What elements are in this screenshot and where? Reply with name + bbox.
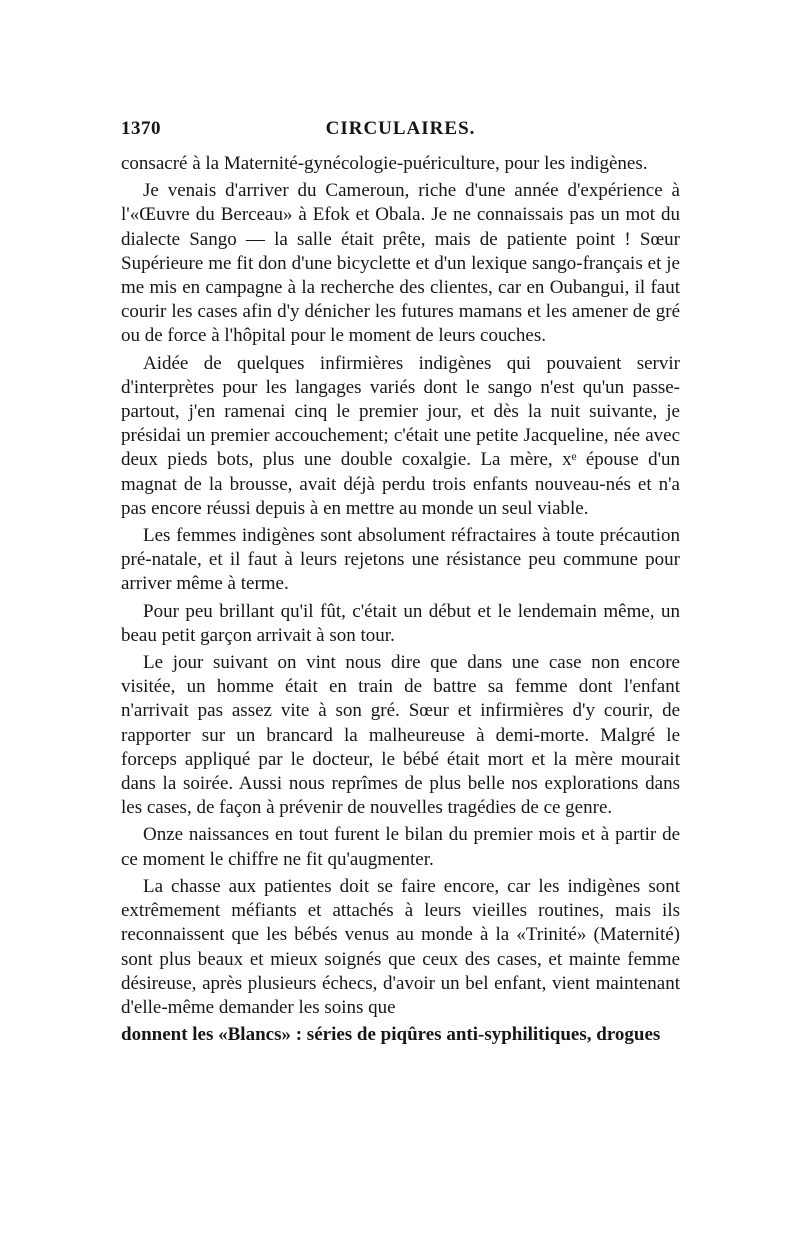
- paragraph-continuation: consacré à la Maternité-gynécologie-puériculture, pour les indigènes.: [121, 153, 648, 174]
- paragraph: Aidée de quelques infirmières indigènes qui pouvaient servir d'interprètes pour les langages variés dont le sango n'est qu'un passe-partout, j'en ramenai cinq le premier jour, et dès la nuit suivante, je présidai un premier accouchement; c'était une petite Jacqueline, née avec deux pieds bots, plus une double coxalgie. La mère, xᵉ épouse d'un magnat de la brousse, avait déjà perdu trois enfants nouveau-nés et n'a pas encore réussi depuis à en mettre au monde un seul viable.: [121, 352, 680, 519]
- page-header: [121, 116, 680, 146]
- paragraph: La chasse aux patientes doit se faire encore, car les indigènes sont extrêmement méfiants et attachés à leurs vieilles routines, mais ils reconnaissent que les bébés venus au monde à la «Trinité» (Maternité) sont plus beaux et mieux soignés que ceux des cases, et mainte femme désireuse, après plusieurs échecs, d'avoir un bel enfant, vient maintenant d'elle-même demander les soins que: [121, 875, 680, 1018]
- book-page: [121, 116, 680, 1050]
- page-number: 1370: [121, 118, 161, 139]
- paragraph-final-line: donnent les «Blancs» : séries de piqûres anti-syphilitiques, drogues: [121, 1024, 661, 1046]
- paragraph: Le jour suivant on vint nous dire que dans une case non encore visitée, un homme était en train de battre sa femme dont l'enfant n'arrivait pas assez vite à son gré. Sœur et infirmières d'y courir, de rapporter sur un brancard la malheureuse à demi-morte. Malgré le forceps appliqué par le docteur, le bébé était mort et la mère mourait dans la soirée. Aussi nous reprîmes de plus belle nos explorations dans les cases, de façon à prévenir de nouvelles tragédies de ce genre.: [121, 652, 680, 819]
- paragraph: Pour peu brillant qu'il fût, c'était un début et le lendemain même, un beau petit garçon arrivait à son tour.: [121, 600, 680, 646]
- paragraph: Je venais d'arriver du Cameroun, riche d'une année d'expérience à l'«Œuvre du Berceau» à Efok et Obala. Je ne connaissais pas un mot du dialecte Sango — la salle était prête, mais de patiente point ! Sœur Supérieure me fit don d'une bicyclette et d'un lexique sango-français et je me mis en campagne à la recherche des clientes, car en Oubangui, il faut courir les cases afin d'y dénicher les futures mamans et les amener de gré ou de force à l'hôpital pour le moment de leurs couches.: [121, 180, 680, 347]
- running-head: CIRCULAIRES.: [325, 118, 476, 139]
- paragraph: Onze naissances en tout furent le bilan du premier mois et à partir de ce moment le chiffre ne fit qu'augmenter.: [121, 824, 680, 870]
- body-text: [121, 152, 680, 1047]
- paragraph: Les femmes indigènes sont absolument réfractaires à toute précaution pré-natale, et il faut à leurs rejetons une résistance peu commune pour arriver même à terme.: [121, 525, 680, 595]
